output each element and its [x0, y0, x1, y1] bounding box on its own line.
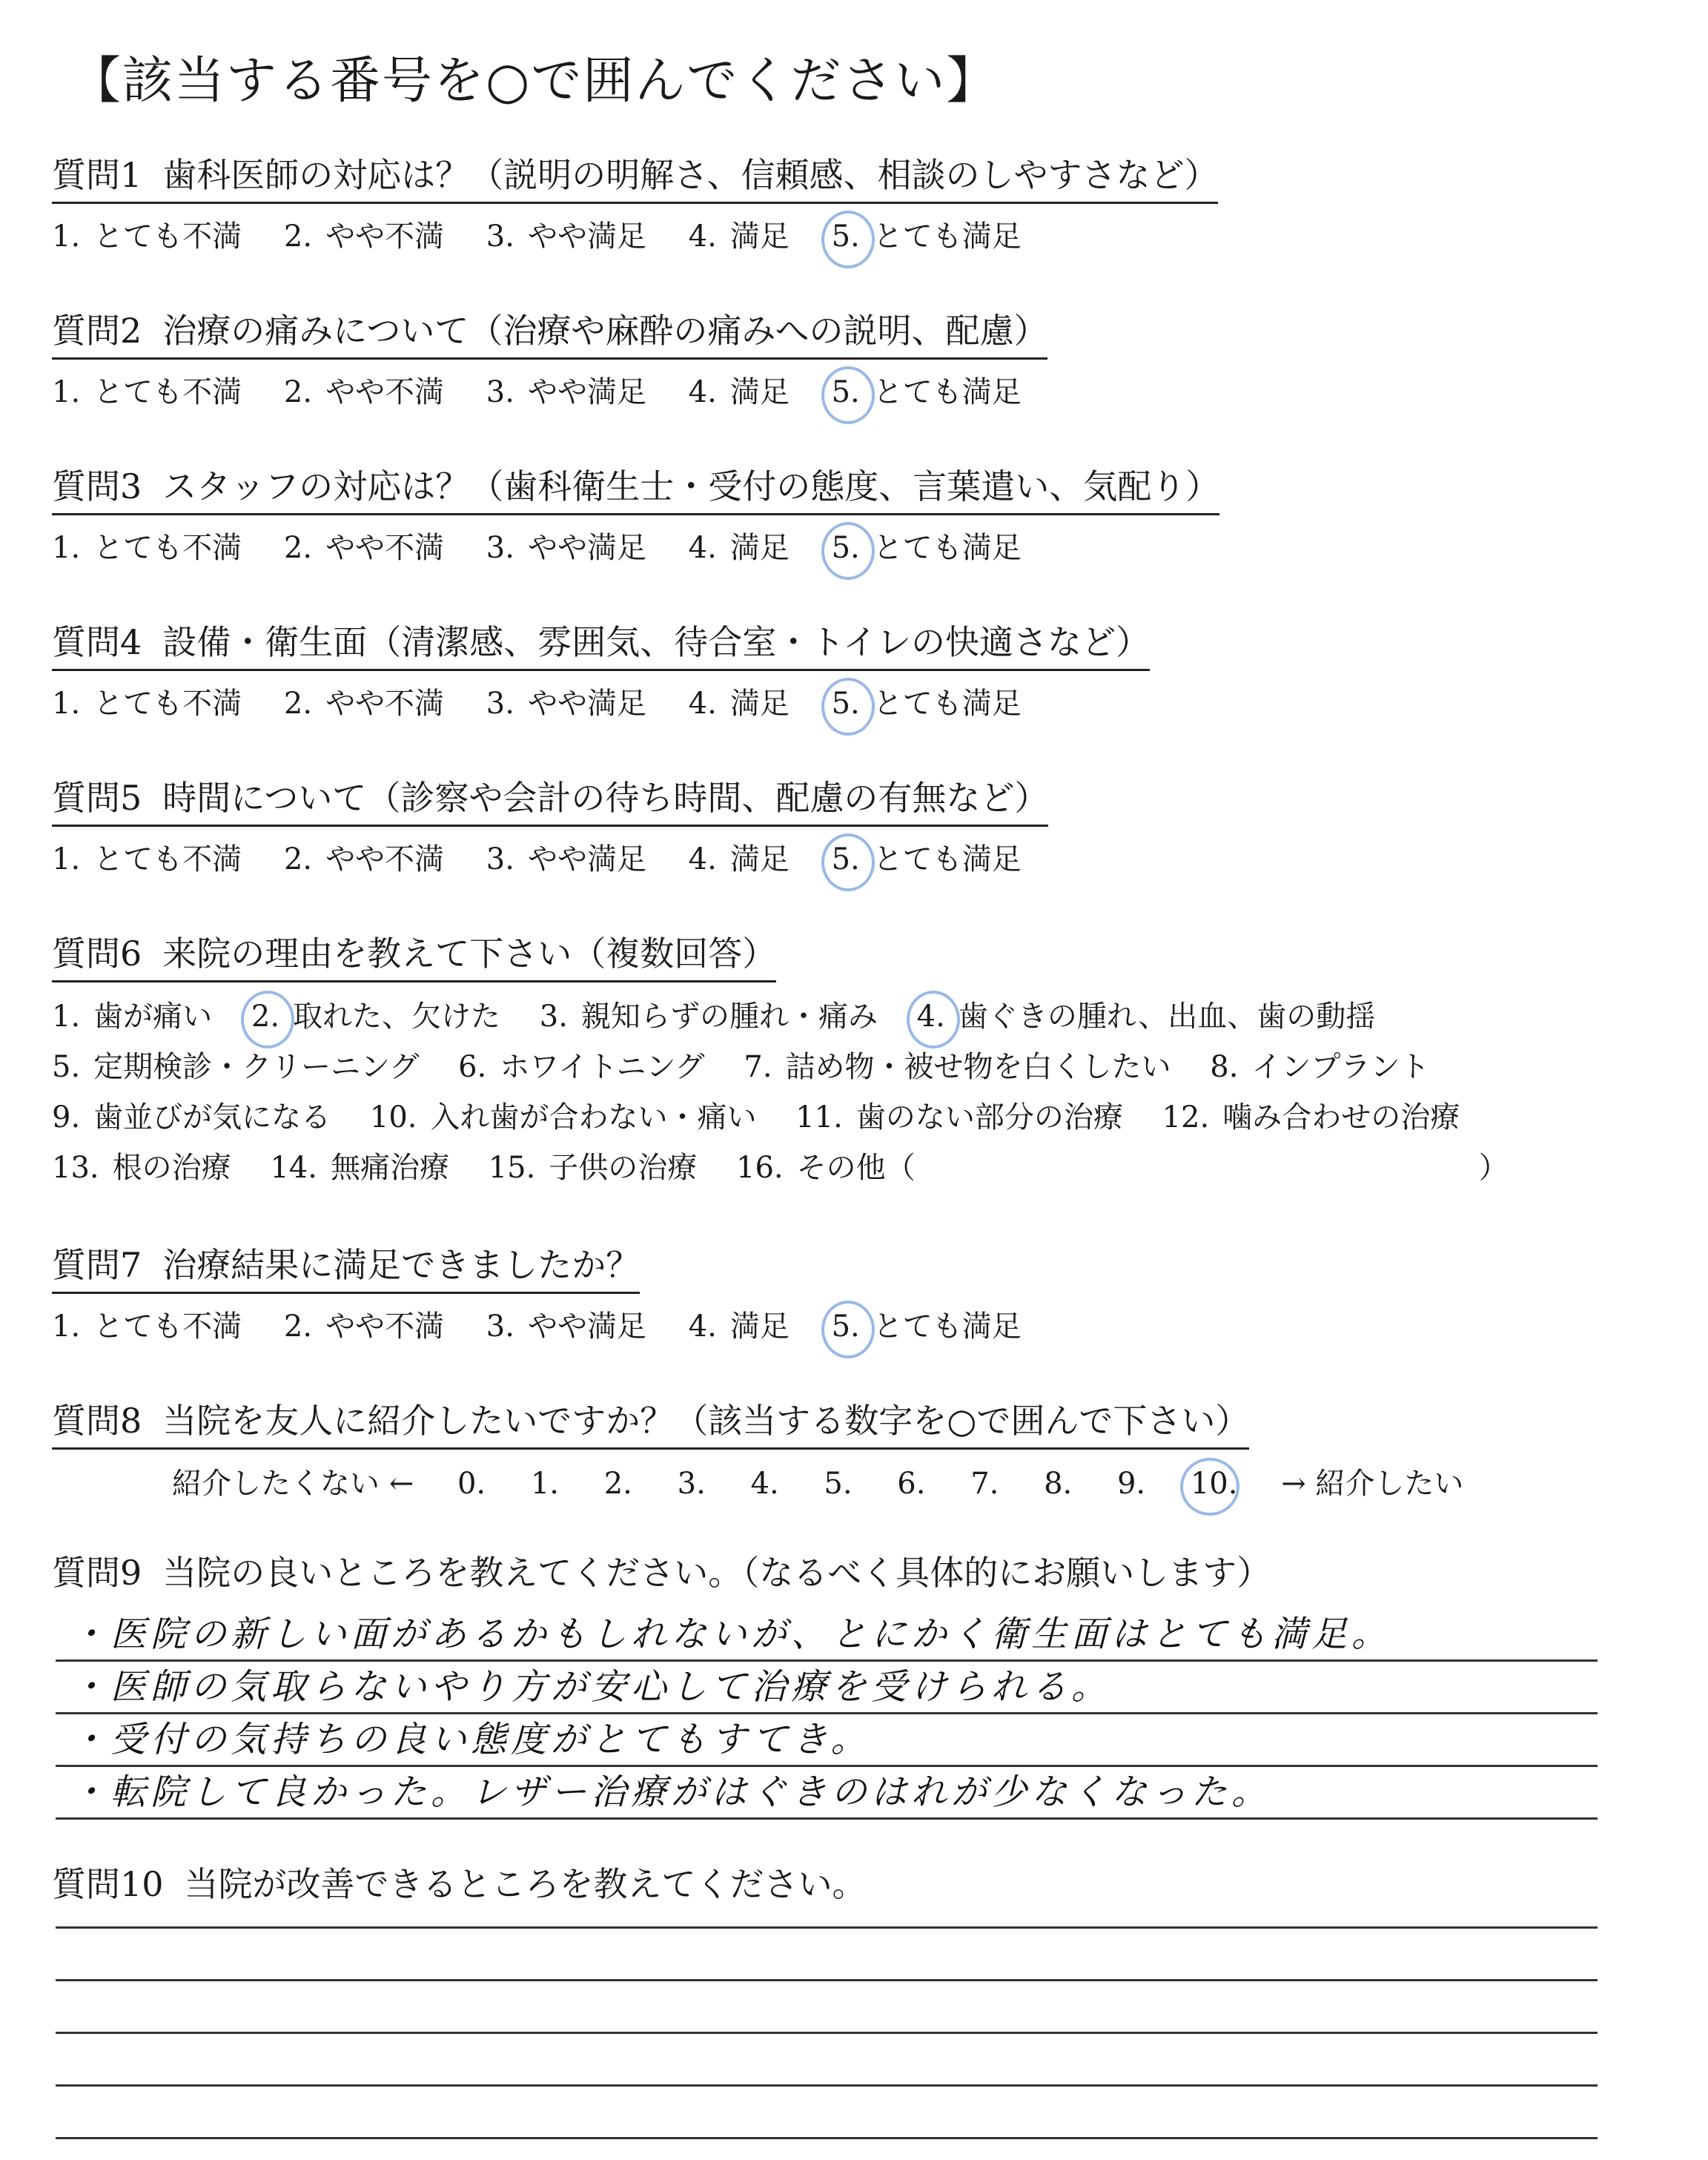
question-5	[52, 771, 1054, 878]
question-text: 治療結果に満足できましたか？	[162, 1245, 640, 1285]
option-5[interactable]: 5. 定期検診・クリーニング	[52, 1050, 420, 1084]
option-1[interactable]: 1. とても不満	[52, 219, 242, 254]
question-number: 質問4	[52, 622, 142, 662]
question-text: 歯科医師の対応は？（説明の明解さ、信頼感、相談のしやすさなど）	[162, 155, 1219, 195]
handwritten-answer: ・転院して良かった。レザー治療がはぐきのはれが少なくなった。	[70, 1771, 1272, 1813]
option-1[interactable]: 1. とても不満	[52, 842, 242, 876]
option-2[interactable]: 2. やや不満	[283, 1309, 445, 1344]
option-5[interactable]: 5. とても満足	[831, 531, 1022, 565]
question-1	[52, 148, 1218, 255]
option-13[interactable]: 13. 根の治療	[52, 1151, 231, 1185]
option-3[interactable]: 3. 親知らずの腫れ・痛み	[539, 1000, 878, 1034]
question-heading	[52, 460, 1219, 515]
scale-10[interactable]: 10.	[1190, 1467, 1238, 1501]
option-16[interactable]: 16. その他（ ）	[736, 1151, 1509, 1185]
option-1[interactable]: 1. とても不満	[52, 1309, 242, 1344]
question-number: 質問9	[52, 1553, 142, 1593]
question-heading	[52, 1546, 1271, 1599]
scale-1[interactable]: 1.	[530, 1467, 560, 1501]
answer-line[interactable]	[56, 2087, 1598, 2139]
recommend-scale	[156, 1460, 1480, 1502]
circled-mark: 5.	[831, 219, 860, 254]
option-3[interactable]: 3. やや満足	[486, 219, 646, 254]
question-3	[52, 460, 1219, 567]
option-9[interactable]: 9. 歯並びが気になる	[52, 1100, 331, 1135]
option-4[interactable]: 4. 満足	[688, 531, 790, 565]
option-3[interactable]: 3. やや満足	[486, 375, 646, 409]
option-4[interactable]: 4. 歯ぐきの腫れ、出血、歯の動揺	[916, 1000, 1376, 1034]
answer-lines-q9	[56, 1609, 1598, 1820]
scale-7[interactable]: 7.	[970, 1467, 999, 1501]
answer-line[interactable]	[56, 1929, 1598, 1981]
option-4[interactable]: 4. 満足	[688, 687, 790, 721]
option-2[interactable]: 2. やや不満	[283, 842, 445, 876]
option-15[interactable]: 15. 子供の治療	[488, 1151, 698, 1185]
scale-6[interactable]: 6.	[897, 1467, 926, 1501]
answer-line[interactable]	[56, 1767, 1598, 1820]
circled-mark: 5.	[831, 842, 860, 876]
rating-options	[52, 836, 1054, 878]
option-1[interactable]: 1. 歯が痛い	[52, 1000, 213, 1034]
option-3[interactable]: 3. やや満足	[486, 687, 646, 721]
question-number: 質問2	[52, 311, 142, 351]
question-heading	[52, 148, 1218, 204]
question-text: 当院が改善できるところを教えてください。	[184, 1864, 867, 1904]
question-number: 質問3	[52, 466, 142, 506]
option-2[interactable]: 2. やや不満	[283, 687, 445, 721]
option-6[interactable]: 6. ホワイトニング	[458, 1050, 705, 1084]
options-row	[52, 1143, 1538, 1193]
option-1[interactable]: 1. とても不満	[52, 375, 242, 409]
question-8	[52, 1394, 1480, 1502]
circled-mark: 4.	[916, 1000, 945, 1034]
handwritten-answer: ・医師の気取らないやり方が安心して治療を受けられる。	[70, 1666, 1112, 1708]
question-2	[52, 304, 1054, 411]
circled-mark: 2.	[251, 1000, 280, 1034]
option-3[interactable]: 3. やや満足	[486, 1309, 646, 1344]
answer-line[interactable]	[56, 2034, 1598, 2087]
answer-line[interactable]	[56, 1609, 1598, 1662]
rating-options	[52, 1303, 1054, 1345]
option-8[interactable]: 8. インプラント	[1210, 1050, 1430, 1084]
option-5[interactable]: 5. とても満足	[831, 375, 1022, 409]
question-7	[52, 1238, 1054, 1345]
question-number: 質問8	[52, 1401, 142, 1441]
scale-5[interactable]: 5.	[824, 1467, 853, 1501]
answer-lines-q10	[56, 1876, 1598, 2139]
rating-options	[52, 369, 1054, 411]
answer-line[interactable]	[56, 1981, 1598, 2034]
scale-0[interactable]: 0.	[457, 1467, 486, 1501]
circled-mark: 5.	[831, 531, 860, 565]
option-1[interactable]: 1. とても不満	[52, 687, 242, 721]
option-5[interactable]: 5. とても満足	[831, 687, 1022, 721]
question-heading	[52, 927, 776, 982]
option-12[interactable]: 12. 噛み合わせの治療	[1162, 1100, 1460, 1135]
page-title: 【該当する番号を○で囲んでください】	[70, 52, 999, 110]
question-text: 来院の理由を教えて下さい（複数回答）	[162, 934, 777, 974]
scale-9[interactable]: 9.	[1116, 1467, 1146, 1501]
option-1[interactable]: 1. とても不満	[52, 531, 242, 565]
option-2[interactable]: 2. 取れた、欠けた	[251, 1000, 501, 1034]
question-text: スタッフの対応は？（歯科衛生士・受付の態度、言葉遣い、気配り）	[162, 466, 1220, 506]
scale-2[interactable]: 2.	[603, 1467, 632, 1501]
option-10[interactable]: 10. 入れ歯が合わない・痛い	[369, 1100, 757, 1135]
option-3[interactable]: 3. やや満足	[486, 842, 646, 876]
answer-line[interactable]	[56, 1662, 1598, 1714]
option-14[interactable]: 14. 無痛治療	[270, 1151, 449, 1185]
question-number: 質問7	[52, 1245, 142, 1285]
options-row	[52, 1042, 1538, 1092]
question-number: 質問10	[52, 1864, 164, 1904]
scale-8[interactable]: 8.	[1044, 1467, 1073, 1501]
rating-options	[52, 680, 1150, 722]
question-4	[52, 615, 1150, 722]
question-heading	[52, 771, 1048, 827]
option-5[interactable]: 5. とても満足	[831, 1309, 1022, 1344]
question-text: 当院を友人に紹介したいですか？（該当する数字を○で囲んで下さい）	[162, 1401, 1250, 1441]
option-2[interactable]: 2. やや不満	[283, 375, 445, 409]
circled-mark: 5.	[831, 687, 860, 721]
options-row	[52, 991, 1538, 1042]
option-4[interactable]: 4. 満足	[688, 1309, 790, 1344]
option-5[interactable]: 5. とても満足	[831, 842, 1022, 876]
scale-left-label: 紹介したくない ←	[172, 1467, 414, 1501]
handwritten-answer: ・受付の気持ちの良い態度がとてもすてき。	[70, 1719, 871, 1760]
answer-line[interactable]	[56, 1876, 1598, 1929]
option-4[interactable]: 4. 満足	[688, 375, 790, 409]
option-11[interactable]: 11. 歯のない部分の治療	[795, 1100, 1123, 1135]
answer-line[interactable]	[56, 1714, 1598, 1767]
circled-mark: 5.	[831, 1309, 860, 1344]
question-number: 質問5	[52, 778, 142, 818]
question-heading	[52, 1238, 640, 1294]
question-heading	[52, 1394, 1249, 1450]
question-text: 当院の良いところを教えてください。（なるべく具体的にお願いします）	[162, 1553, 1271, 1593]
question-heading	[52, 615, 1150, 671]
circled-mark: 5.	[831, 375, 860, 409]
option-4[interactable]: 4. 満足	[688, 842, 790, 876]
question-text: 設備・衛生面（清潔感、雰囲気、待合室・トイレの快適さなど）	[162, 622, 1150, 662]
scale-3[interactable]: 3.	[677, 1467, 706, 1501]
rating-options	[52, 524, 1219, 567]
options-row	[52, 1092, 1538, 1143]
question-6	[52, 927, 1538, 1193]
option-4[interactable]: 4. 満足	[688, 219, 790, 254]
question-number: 質問1	[52, 155, 142, 195]
option-5[interactable]: 5. とても満足	[831, 219, 1022, 254]
question-text: 時間について（診察や会計の待ち時間、配慮の有無など）	[162, 778, 1049, 818]
reason-options	[52, 991, 1538, 1193]
question-heading	[52, 304, 1047, 360]
option-2[interactable]: 2. やや不満	[283, 531, 445, 565]
scale-4[interactable]: 4.	[750, 1467, 779, 1501]
handwritten-answer: ・医院の新しい面があるかもしれないが、とにかく衛生面はとても満足。	[70, 1614, 1392, 1655]
question-number: 質問6	[52, 934, 142, 974]
option-3[interactable]: 3. やや満足	[486, 531, 646, 565]
rating-options	[52, 213, 1218, 255]
option-2[interactable]: 2. やや不満	[283, 219, 445, 254]
question-text: 治療の痛みについて（治療や麻酔の痛みへの説明、配慮）	[162, 311, 1048, 351]
scale-right-label: → 紹介したい	[1281, 1467, 1464, 1501]
option-7[interactable]: 7. 詰め物・被せ物を白くしたい	[744, 1050, 1171, 1084]
question-9	[52, 1546, 1271, 1599]
